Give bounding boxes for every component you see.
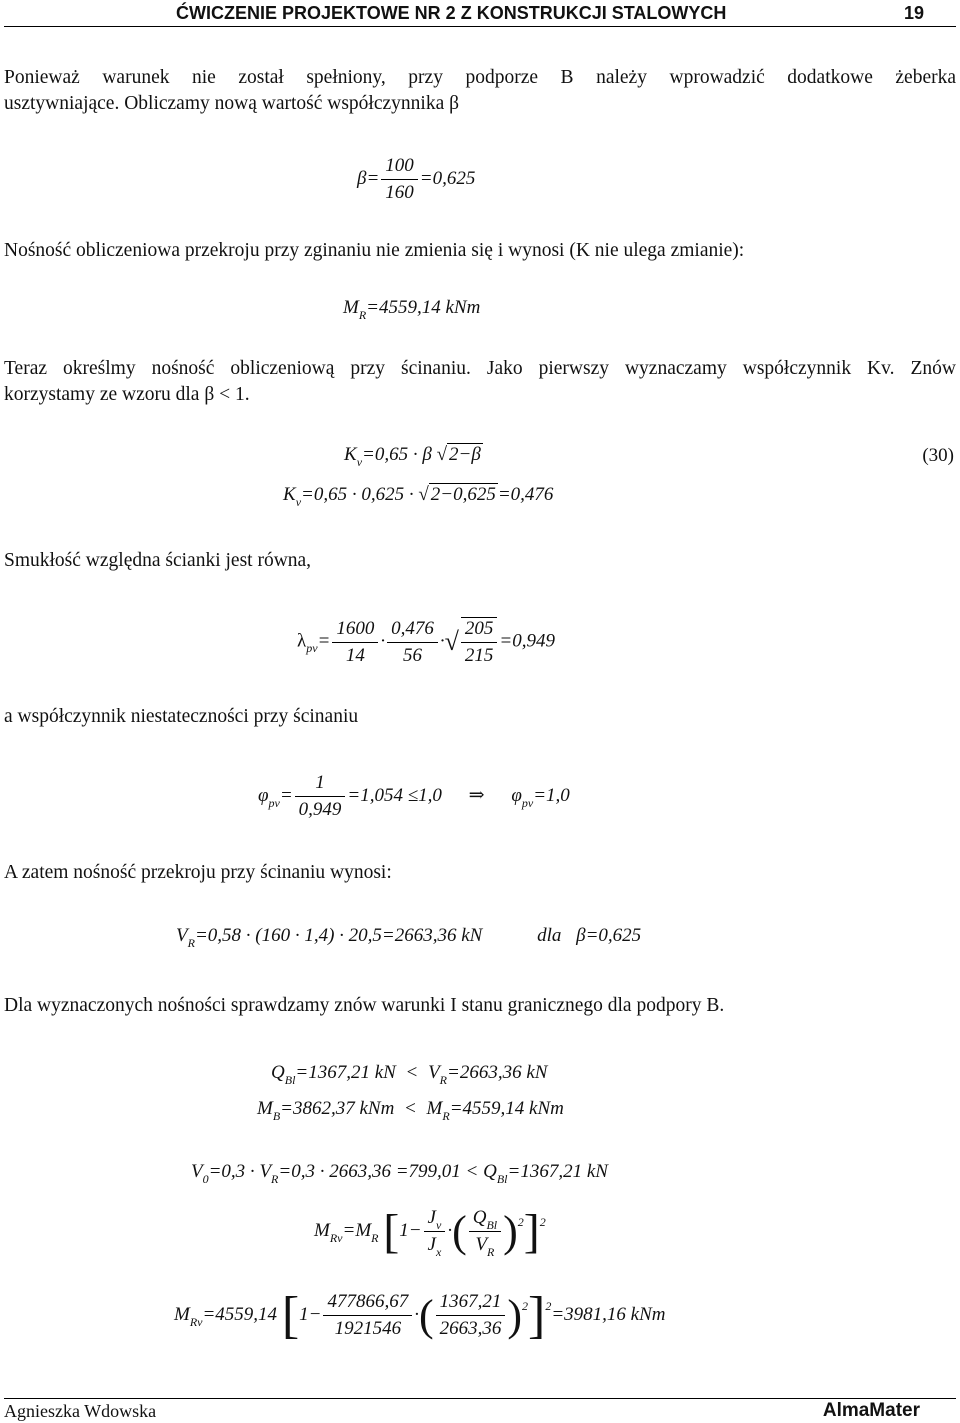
page-number: 19 [903, 2, 924, 23]
qb-value: =1367,21 kN [295, 1062, 396, 1083]
lambda-num-2: 0,476 [387, 618, 438, 643]
lambda-num-3: 205 [461, 618, 498, 643]
paragraph-5: a współczynnik niestateczności przy ścinaniu [4, 706, 359, 727]
kv-symbol: K [344, 444, 357, 465]
paragraph-1-line-1: Ponieważ warunek nie został spełniony, przy podporze B należy wprowadzić dodatkowe żeberka [4, 67, 956, 88]
lambda-subscript: pv [306, 641, 318, 656]
mrv-outer-power: 2 [539, 1214, 546, 1229]
equation-mr [343, 297, 481, 322]
mrv-symbol: M [314, 1219, 330, 1241]
header-title: ĆWICZENIE PROJEKTOWE NR 2 Z KONSTRUKCJI STALOWYCH [176, 2, 727, 23]
kv-value-sqrt: √ 2−0,625 [418, 484, 496, 505]
mrv-value-outer-power: 2 [545, 1298, 552, 1313]
qb-less-than: < [406, 1062, 418, 1083]
implies-arrow-icon: ⇒ [468, 784, 485, 806]
v0-q-subscript: Bl [496, 1172, 508, 1186]
qb-vr-subscript: R [439, 1073, 448, 1087]
v0-symbol: V [191, 1161, 203, 1182]
equation-kv-formula [344, 444, 483, 469]
mrv-qv-numerator [469, 1207, 501, 1232]
lambda-den-1: 14 [345, 644, 365, 666]
lambda-sqrt-sign: √ [444, 627, 459, 656]
q-symbol: Q [472, 1207, 487, 1228]
mrv-mr-symbol: M [355, 1219, 372, 1241]
mb-mr-symbol: M [426, 1098, 443, 1119]
lambda-equals: = [317, 630, 331, 652]
mrv-value-num-2: 1367,21 [436, 1291, 506, 1316]
mrv-value-one-minus: 1− [299, 1303, 322, 1325]
q-subscript: Bl [486, 1218, 498, 1232]
mrv-j-fraction [424, 1207, 446, 1259]
mrv-value-a: =4559,14 [202, 1303, 278, 1325]
vr-dla: dla [537, 925, 562, 946]
mrv-value-subscript: Rv [189, 1314, 203, 1329]
phi-fraction [295, 772, 346, 821]
v0-part-b: =0,3 · 2663,36 =799,01 < [278, 1161, 479, 1182]
equation-mrv-value: $M_{Rv}=4559,14$ [1− $\frac{477866,67}{1921546}$ ·( $\frac{1367,21}{2663,36}$ )$^2$]$^2$=3981,16 kNm [174, 1287, 666, 1344]
footer-brand: AlmaMater [822, 1400, 920, 1421]
phi-middle: =1,054 ≤1,0 [347, 784, 442, 806]
v0-part-c: =1367,21 kN [507, 1161, 608, 1182]
phi-symbol-2: φ [511, 784, 522, 806]
close-bracket-icon: ] [523, 1205, 540, 1258]
qb-vr-symbol: V [428, 1062, 440, 1083]
kv-formula-rhs: =0,65 · β [362, 444, 432, 465]
mrv-value-result: =3981,16 kNm [551, 1303, 666, 1325]
mr-symbol: M [343, 297, 359, 318]
phi-denominator: 0,949 [298, 799, 342, 820]
vr-symbol: V [176, 925, 188, 946]
mb-less-than: < [405, 1098, 416, 1119]
kv-sqrt-content: 2−β [449, 444, 481, 465]
qb-subscript: Bl [284, 1073, 296, 1087]
equation-number: (30) [922, 445, 954, 466]
beta-rhs: =0,625 [419, 167, 476, 189]
equation-beta [357, 155, 475, 204]
qb-vr-value: =2663,36 kN [447, 1062, 548, 1083]
mrv-one-minus: 1− [399, 1219, 422, 1241]
v-symbol: V [475, 1234, 488, 1255]
footer-author: Agnieszka Wdowska [4, 1400, 157, 1421]
vr-condition: β=0,625 [576, 925, 642, 946]
paragraph-2: Nośność obliczeniowa przekroju przy zginaniu nie zmienia się i wynosi (K nie ulega zmianie): [4, 240, 745, 261]
beta-fraction [381, 155, 418, 204]
equation-kv-value [283, 484, 554, 509]
vr-subscript: R [187, 936, 195, 950]
close-paren-icon: ) [507, 1291, 523, 1340]
mr-value: =4559,14 kNm [366, 297, 481, 318]
phi-equals: = [279, 784, 293, 806]
page-header [4, 0, 956, 27]
lambda-result: =0,949 [499, 630, 555, 652]
kv-value-sqrt-content: 2−0,625 [430, 484, 496, 505]
equation-mrv-formula: $M_{Rv}=M_R$ [1− $\frac{J_v}{J_x}$ ·( $\frac{Q_{Bl}}{V_R}$ )$^2$]$^2$ [314, 1205, 546, 1259]
jv-subscript: v [435, 1218, 442, 1232]
jx-symbol: J [427, 1234, 436, 1255]
beta-numerator: 100 [381, 155, 418, 180]
vr-expression: =0,58 · (160 · 1,4) · 20,5=2663,36 kN [194, 925, 483, 946]
phi-symbol: φ [258, 784, 269, 806]
lambda-num-1: 1600 [332, 618, 378, 643]
mrv-value-den-2: 2663,36 [439, 1318, 502, 1339]
page-footer [4, 1398, 956, 1423]
mrv-qv-fraction [469, 1207, 501, 1259]
beta-denominator: 160 [385, 182, 414, 203]
phi-subscript-2: pv [521, 795, 534, 810]
kv-sqrt: √ 2−β [436, 444, 481, 465]
open-paren-icon: ( [418, 1291, 434, 1340]
mrv-j-denominator [424, 1232, 446, 1259]
jx-subscript: x [435, 1245, 442, 1259]
phi-numerator: 1 [295, 772, 346, 797]
mrv-value-symbol: M [174, 1303, 190, 1325]
qb-symbol: Q [271, 1062, 285, 1083]
equation-mb [257, 1098, 564, 1123]
paragraph-3-line-1: Teraz określmy nośność obliczeniową przy ścinaniu. Jako pierwszy wyznaczamy współczynnik Kv. Znów [4, 358, 956, 379]
open-bracket-icon: [ [281, 1287, 300, 1344]
equation-qb [271, 1062, 548, 1087]
mb-symbol: M [257, 1098, 273, 1119]
mrv-qv-denominator [469, 1232, 501, 1259]
lambda-fraction-1 [332, 618, 378, 667]
paragraph-4: Smukłość względna ścianki jest równa, [4, 550, 312, 571]
kv-value-rhs: =0,65 · 0,625 · [301, 484, 414, 505]
v0-vr-symbol: V [259, 1161, 272, 1182]
mrv-value-fraction-1 [323, 1291, 412, 1340]
paragraph-6: A zatem nośność przekroju przy ścinaniu wynosi: [4, 862, 392, 883]
lambda-symbol: λ [297, 630, 307, 652]
mb-value: =3862,37 kNm [280, 1098, 395, 1119]
v0-vr-subscript: R [271, 1172, 279, 1186]
paragraph-1-line-2: usztywniające. Obliczamy nową wartość współczynnika β [4, 93, 460, 114]
equation-lambda: $\lambda_{pv}=$ $\frac{1600}{14}$ · $\frac{0,476}{56}$ ·√ $\frac{205}{215}$ =0,949 [297, 617, 555, 666]
mrv-inner-power: 2 [517, 1214, 524, 1229]
close-paren-icon: ) [503, 1207, 518, 1256]
kv-value-subscript: v [295, 495, 302, 509]
mb-mr-subscript: R [442, 1109, 450, 1123]
mrv-subscript: Rv [329, 1230, 343, 1245]
phi-result: =1,0 [533, 784, 570, 806]
open-paren-icon: ( [452, 1207, 467, 1256]
mrv-value-fraction-2 [436, 1291, 506, 1340]
lambda-fraction-2 [387, 618, 438, 667]
jv-symbol: J [427, 1207, 436, 1228]
v-subscript: R [487, 1245, 495, 1259]
mr-subscript: R [358, 308, 367, 322]
lambda-den-2: 56 [403, 644, 422, 666]
mb-subscript: B [272, 1109, 281, 1123]
mrv-j-numerator [424, 1207, 446, 1232]
lambda-fraction-3 [461, 617, 498, 667]
mrv-value-inner-power: 2 [522, 1298, 529, 1313]
kv-subscript: v [356, 455, 363, 469]
mrv-value-num-1: 477866,67 [323, 1291, 412, 1316]
v0-subscript: 0 [202, 1172, 209, 1186]
equation-phi [258, 772, 570, 821]
paragraph-3-line-2: korzystamy ze wzoru dla β < 1. [4, 384, 250, 405]
mrv-value-den-1: 1921546 [334, 1318, 402, 1339]
paragraph-7: Dla wyznaczonych nośności sprawdzamy znów warunki I stanu granicznego dla podpory B. [4, 995, 725, 1016]
close-bracket-icon: ] [528, 1287, 546, 1344]
kv-value-result: =0,476 [497, 484, 554, 505]
v0-part-a: =0,3 · [208, 1161, 260, 1182]
v0-q-symbol: Q [483, 1161, 497, 1182]
mrv-mr-subscript: R [371, 1230, 379, 1245]
phi-subscript: pv [268, 795, 280, 810]
kv-value-symbol: K [283, 484, 296, 505]
open-bracket-icon: [ [383, 1205, 400, 1258]
equation-vr [176, 925, 642, 950]
equation-v0 [191, 1161, 608, 1186]
lambda-den-3: 215 [464, 645, 494, 666]
mb-mr-value: =4559,14 kNm [449, 1098, 564, 1119]
beta-lhs: β= [357, 167, 380, 189]
mrv-equals: = [342, 1219, 356, 1241]
